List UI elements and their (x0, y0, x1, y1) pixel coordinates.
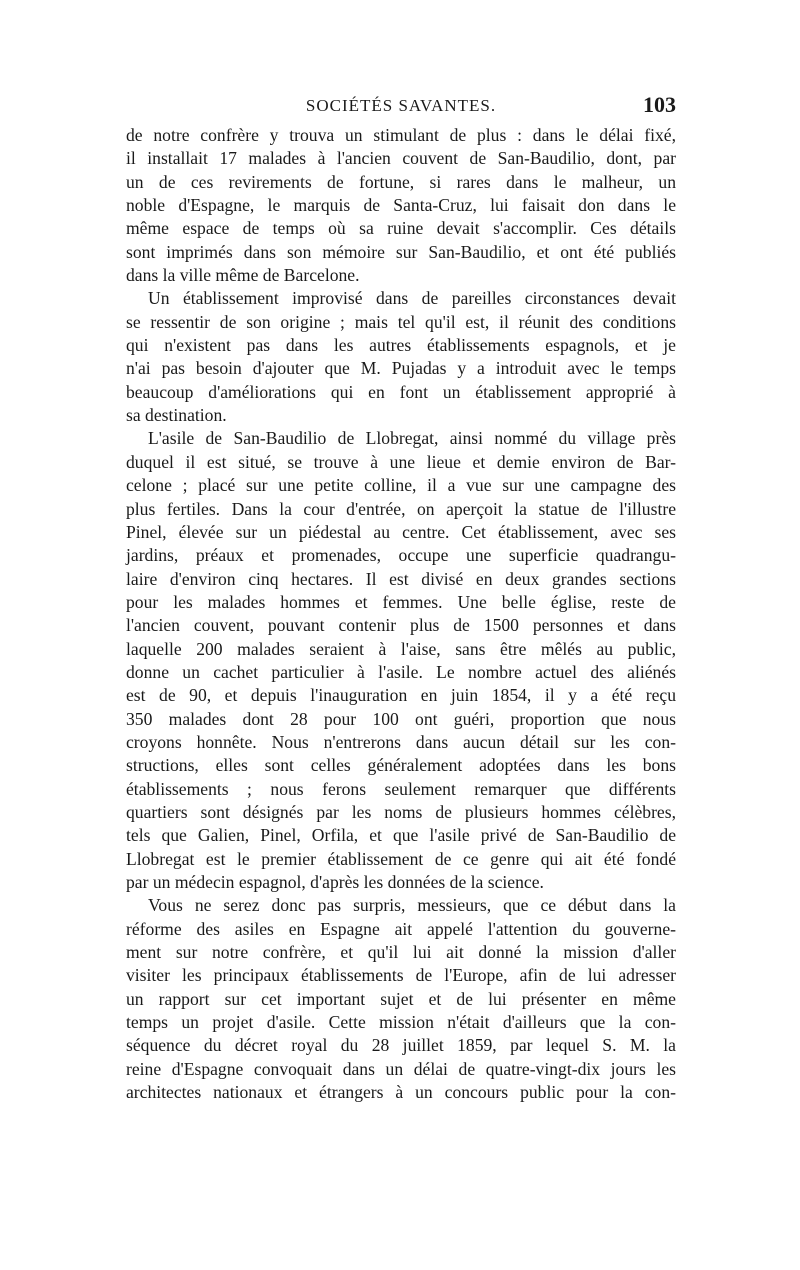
text-line: laquelle 200 malades seraient à l'aise, sans être mêlés au public, (126, 638, 676, 659)
text-line: duquel il est situé, se trouve à une lieue et demie environ de Bar- (126, 451, 676, 472)
body-text (126, 124, 676, 1104)
text-line: Vous ne serez donc pas surpris, messieurs, que ce début dans la (148, 895, 676, 916)
text-line: temps un projet d'asile. Cette mission n'était d'ailleurs que la con- (126, 1012, 676, 1033)
text-line: un rapport sur cet important sujet et de lui présenter en même (126, 988, 676, 1009)
running-title: SOCIÉTÉS SAVANTES. (305, 96, 497, 115)
text-line: reine d'Espagne convoquait dans un délai de quatre-vingt-dix jours les (126, 1058, 676, 1079)
text-line: jardins, préaux et promenades, occupe une superficie quadrangu- (126, 545, 676, 566)
text-line: dans la ville même de Barcelone. (126, 265, 360, 286)
text-line: quartiers sont désignés par les noms de plusieurs hommes célèbres, (126, 801, 676, 822)
text-line: de notre confrère y trouva un stimulant de plus : dans le délai fixé, (126, 125, 676, 145)
text-line: 350 malades dont 28 pour 100 ont guéri, proportion que nous (126, 708, 676, 729)
text-line: n'ai pas besoin d'ajouter que M. Pujadas y a introduit avec le temps (126, 358, 676, 379)
text-line: est de 90, et depuis l'inauguration en juin 1854, il y a été reçu (126, 685, 676, 706)
text-line: il installait 17 malades à l'ancien couvent de San-Baudilio, dont, par (126, 148, 676, 169)
text-line: établissements ; nous ferons seulement remarquer que différents (126, 778, 676, 799)
text-line: Un établissement improvisé dans de pareilles circonstances devait (148, 288, 676, 309)
text-line: qui n'existent pas dans les autres établissements espagnols, et je (126, 335, 676, 356)
text-line: donne un cachet particulier à l'asile. Le nombre actuel des aliénés (126, 661, 676, 682)
text-line: pour les malades hommes et femmes. Une belle église, reste de (126, 591, 676, 612)
text-line: se ressentir de son origine ; mais tel qu'il est, il réunit des conditions (126, 311, 676, 332)
text-line: réforme des asiles en Espagne ait appelé l'attention du gouverne- (126, 918, 676, 939)
text-line: noble d'Espagne, le marquis de Santa-Cruz, lui faisait don dans le (126, 195, 676, 216)
text-line: Pinel, élevée sur un piédestal au centre. Cet établissement, avec ses (126, 521, 676, 542)
text-line: séquence du décret royal du 28 juillet 1859, par lequel S. M. la (126, 1035, 676, 1056)
text-line: structions, elles sont celles généralement adoptées dans les bons (126, 755, 676, 776)
text-line: laire d'environ cinq hectares. Il est divisé en deux grandes sections (126, 568, 676, 589)
text-line: l'ancien couvent, pouvant contenir plus de 1500 personnes et dans (126, 615, 676, 636)
text-line: tels que Galien, Pinel, Orfila, et que l'asile privé de San-Baudilio de (126, 825, 676, 846)
text-line: beaucoup d'améliorations qui en font un établissement approprié à (126, 381, 676, 402)
text-line: sont imprimés dans son mémoire sur San-Baudilio, et ont été publiés (126, 241, 676, 262)
text-line: par un médecin espagnol, d'après les données de la science. (126, 872, 544, 892)
text-line: architectes nationaux et étrangers à un concours public pour la con- (126, 1082, 676, 1103)
text-line: un de ces revirements de fortune, si rares dans le malheur, un (126, 171, 676, 192)
page-number: 103 (643, 92, 676, 117)
text-line: L'asile de San-Baudilio de Llobregat, ainsi nommé du village près (148, 428, 676, 449)
text-line: même espace de temps où sa ruine devait s'accomplir. Ces détails (126, 218, 676, 239)
text-line: visiter les principaux établissements de l'Europe, afin de lui adresser (126, 965, 676, 986)
running-head (126, 92, 676, 122)
text-line: sa destination. (126, 405, 227, 426)
text-line: celone ; placé sur une petite colline, il a vue sur une campagne des (126, 475, 676, 496)
text-line: plus fertiles. Dans la cour d'entrée, on aperçoit la statue de l'illustre (126, 498, 676, 519)
text-line: croyons honnête. Nous n'entrerons dans aucun détail sur les con- (126, 731, 676, 752)
text-line: Llobregat est le premier établissement de ce genre qui ait été fondé (126, 848, 676, 869)
text-line: ment sur notre confrère, et qu'il lui ait donné la mission d'aller (126, 942, 676, 963)
